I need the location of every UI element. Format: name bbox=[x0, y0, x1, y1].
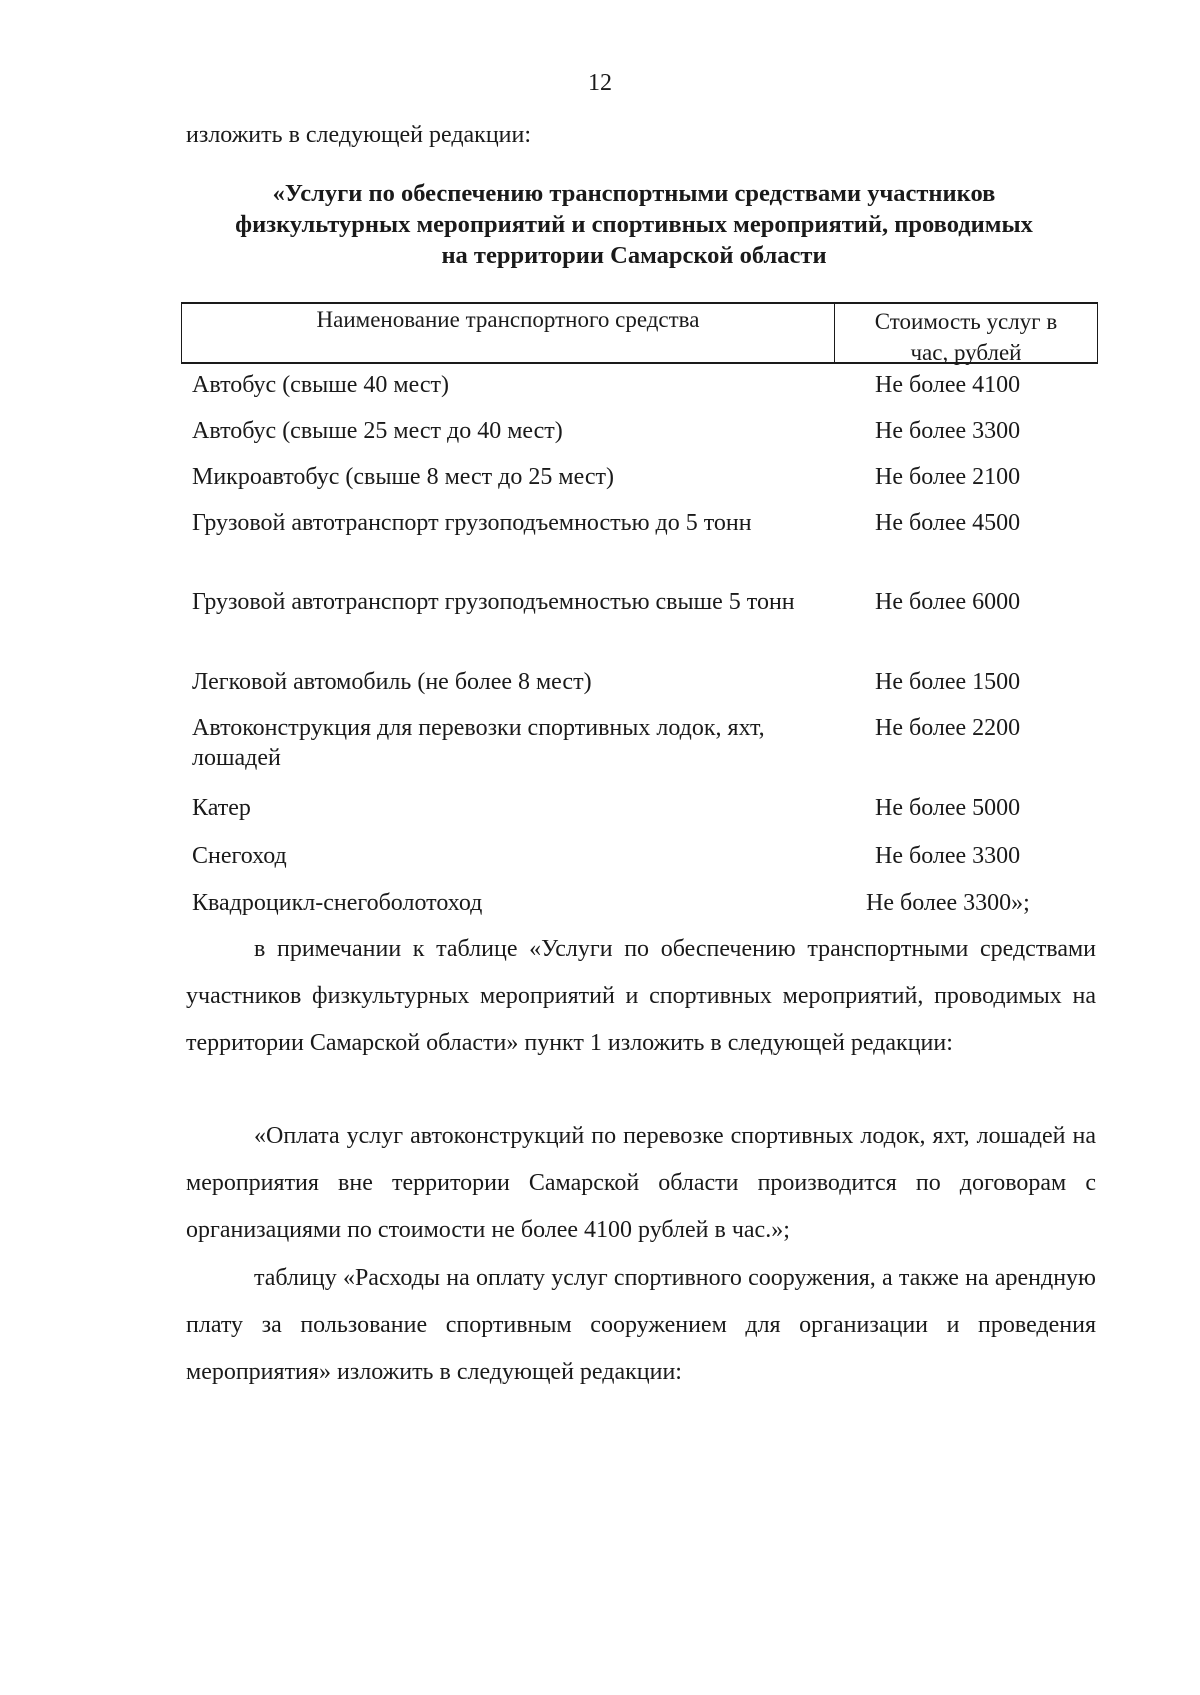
table-row-name: Автобус (свыше 25 мест до 40 мест) bbox=[192, 418, 563, 444]
table-row-name: Автоконструкция для перевозки спортивных лодок, яхт, лошадей bbox=[192, 715, 765, 771]
table-row-name: Автобус (свыше 40 мест) bbox=[192, 372, 449, 398]
header-vehicle-name: Наименование транспортного средства bbox=[316, 307, 700, 332]
table-row-name: Квадроцикл-снегоболотоход bbox=[192, 890, 483, 916]
paragraph-table-expenses-text: таблицу «Расходы на оплату услуг спортивного сооружения, а также на арендную плату за пользование спортивным сооружением для организации и проведения мероприятия» изложить в следующей редакции: bbox=[186, 1265, 1096, 1385]
table-row-cost: Не более 6000 bbox=[875, 589, 1021, 615]
table-row-name: Легковой автомобиль (не более 8 мест) bbox=[192, 669, 592, 695]
paragraph-payment bbox=[186, 1113, 1096, 1254]
header-cost-line-2: час, рублей bbox=[910, 340, 1022, 365]
table-row-cost: Не более 5000 bbox=[875, 795, 1021, 821]
header-cost-line-1: Стоимость услуг в bbox=[874, 309, 1058, 334]
paragraph-note-text: в примечании к таблице «Услуги по обеспечению транспортными средствами участников физкультурных мероприятий и спортивных мероприятий, проводимых на территории Самарской области» пункт 1 изложить в следующей редакции: bbox=[186, 936, 1096, 1056]
table-row-cost: Не более 4500 bbox=[875, 510, 1021, 536]
intro-text: изложить в следующей редакции: bbox=[186, 122, 532, 148]
table-row-name: Грузовой автотранспорт грузоподъемностью до 5 тонн bbox=[192, 510, 752, 536]
table-row-name: Микроавтобус (свыше 8 мест до 25 мест) bbox=[192, 464, 614, 490]
paragraph-payment-text: «Оплата услуг автоконструкций по перевозке спортивных лодок, яхт, лошадей на мероприятия вне территории Самарской области производится по договорам с организациями по стоимости не более 4100 рублей в час.»; bbox=[186, 1123, 1096, 1243]
title-line-2: физкультурных мероприятий и спортивных мероприятий, проводимых bbox=[235, 211, 1033, 238]
table-row-cost: Не более 1500 bbox=[875, 669, 1021, 695]
table-row-cost: Не более 3300 bbox=[875, 843, 1021, 869]
page-number: 12 bbox=[588, 70, 612, 96]
table-row-name: Катер bbox=[192, 795, 251, 821]
table-row-cost: Не более 3300 bbox=[875, 418, 1021, 444]
table-row-name: Снегоход bbox=[192, 843, 287, 869]
table-row-name: Грузовой автотранспорт грузоподъемностью свыше 5 тонн bbox=[192, 589, 795, 615]
table-row-cost: Не более 2200 bbox=[875, 715, 1021, 741]
paragraph-note bbox=[186, 926, 1096, 1067]
table-header bbox=[181, 302, 1098, 364]
table-row-cost: Не более 3300»; bbox=[866, 890, 1030, 916]
table-row-cost: Не более 4100 bbox=[875, 372, 1021, 398]
table-row-cost: Не более 2100 bbox=[875, 464, 1021, 490]
table-title bbox=[150, 178, 1118, 271]
title-line-1: «Услуги по обеспечению транспортными средствами участников bbox=[272, 180, 996, 207]
paragraph-table-expenses bbox=[186, 1255, 1096, 1396]
header-cost bbox=[834, 304, 1097, 365]
title-line-3: на территории Самарской области bbox=[441, 242, 827, 269]
